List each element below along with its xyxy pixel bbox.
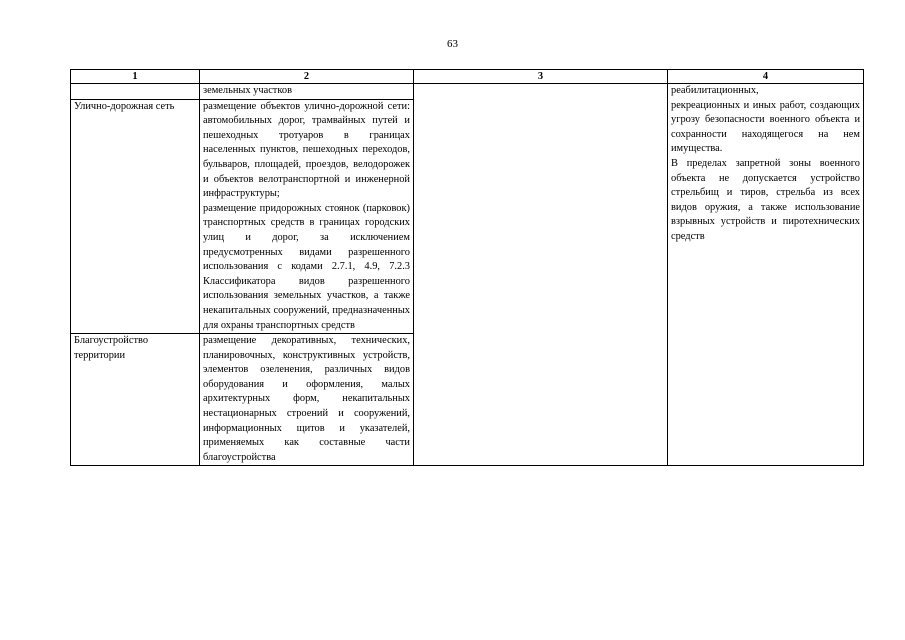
cell-col3-merged <box>414 84 668 466</box>
col4-text-1: реабилитационных, <box>671 85 759 96</box>
table-header-row <box>71 70 864 84</box>
row2-name: Благоустройство территории <box>74 335 149 361</box>
col4-text-2: рекреационных и иных работ, создающих угрозу безопасности военного объекта и сохранности находящегося на нем имущества. <box>671 99 860 155</box>
cell-row2-col1 <box>71 334 200 466</box>
row0-col2-text: земельных участков <box>203 85 292 96</box>
table-row <box>71 84 864 100</box>
cell-row1-col1 <box>71 99 200 334</box>
header-col-4: 4 <box>668 70 864 84</box>
header-col-2: 2 <box>200 70 414 84</box>
page-number: 63 <box>447 38 458 50</box>
cell-col4-merged <box>668 84 864 466</box>
regulation-table <box>70 69 864 466</box>
header-col-1: 1 <box>71 70 200 84</box>
cell-row0-col2 <box>200 84 414 100</box>
header-col-3: 3 <box>414 70 668 84</box>
cell-row2-col2 <box>200 334 414 466</box>
cell-row1-col2 <box>200 99 414 334</box>
row1-col2-text-1: размещение объектов улично-дорожной сети: автомобильных дорог, трамвайных путей и пешеходных тротуаров в границах населенных пунктов, пешеходных переходов, бульваров, площадей, проездов, велодорожек и объектов велотранспортной и инженерной инфраструктуры; <box>203 100 410 200</box>
row2-col2-text-1: размещение декоративных, технических, планировочных, конструктивных устройств, элементов озеленения, различных видов оборудования и оформления, малых архитектурных форм, некапитальных нестационарных строений и сооружений, информационных щитов и указателей, применяемых как составные части благоустройства <box>203 335 410 463</box>
row1-col2-text-2: размещение придорожных стоянок (парковок) транспортных средств в границах городских улиц и дорог, за исключением предусмотренных видами разрешенного использования с кодами 2.7.1, 4.9, 7.2.3 Классификатора видов разрешенного использования земельных участков, а также некапитальных сооружений, предназначенных для охраны транспортных средств <box>203 202 410 331</box>
col4-text-3: В пределах запретной зоны военного объекта не допускается устройство стрельбищ и тиров, стрельба из всех видов оружия, а также использование взрывных устройств и пиротехнических средств <box>671 157 860 242</box>
row1-name: Улично-дорожная сеть <box>74 100 175 112</box>
cell-row0-col1 <box>71 84 200 100</box>
